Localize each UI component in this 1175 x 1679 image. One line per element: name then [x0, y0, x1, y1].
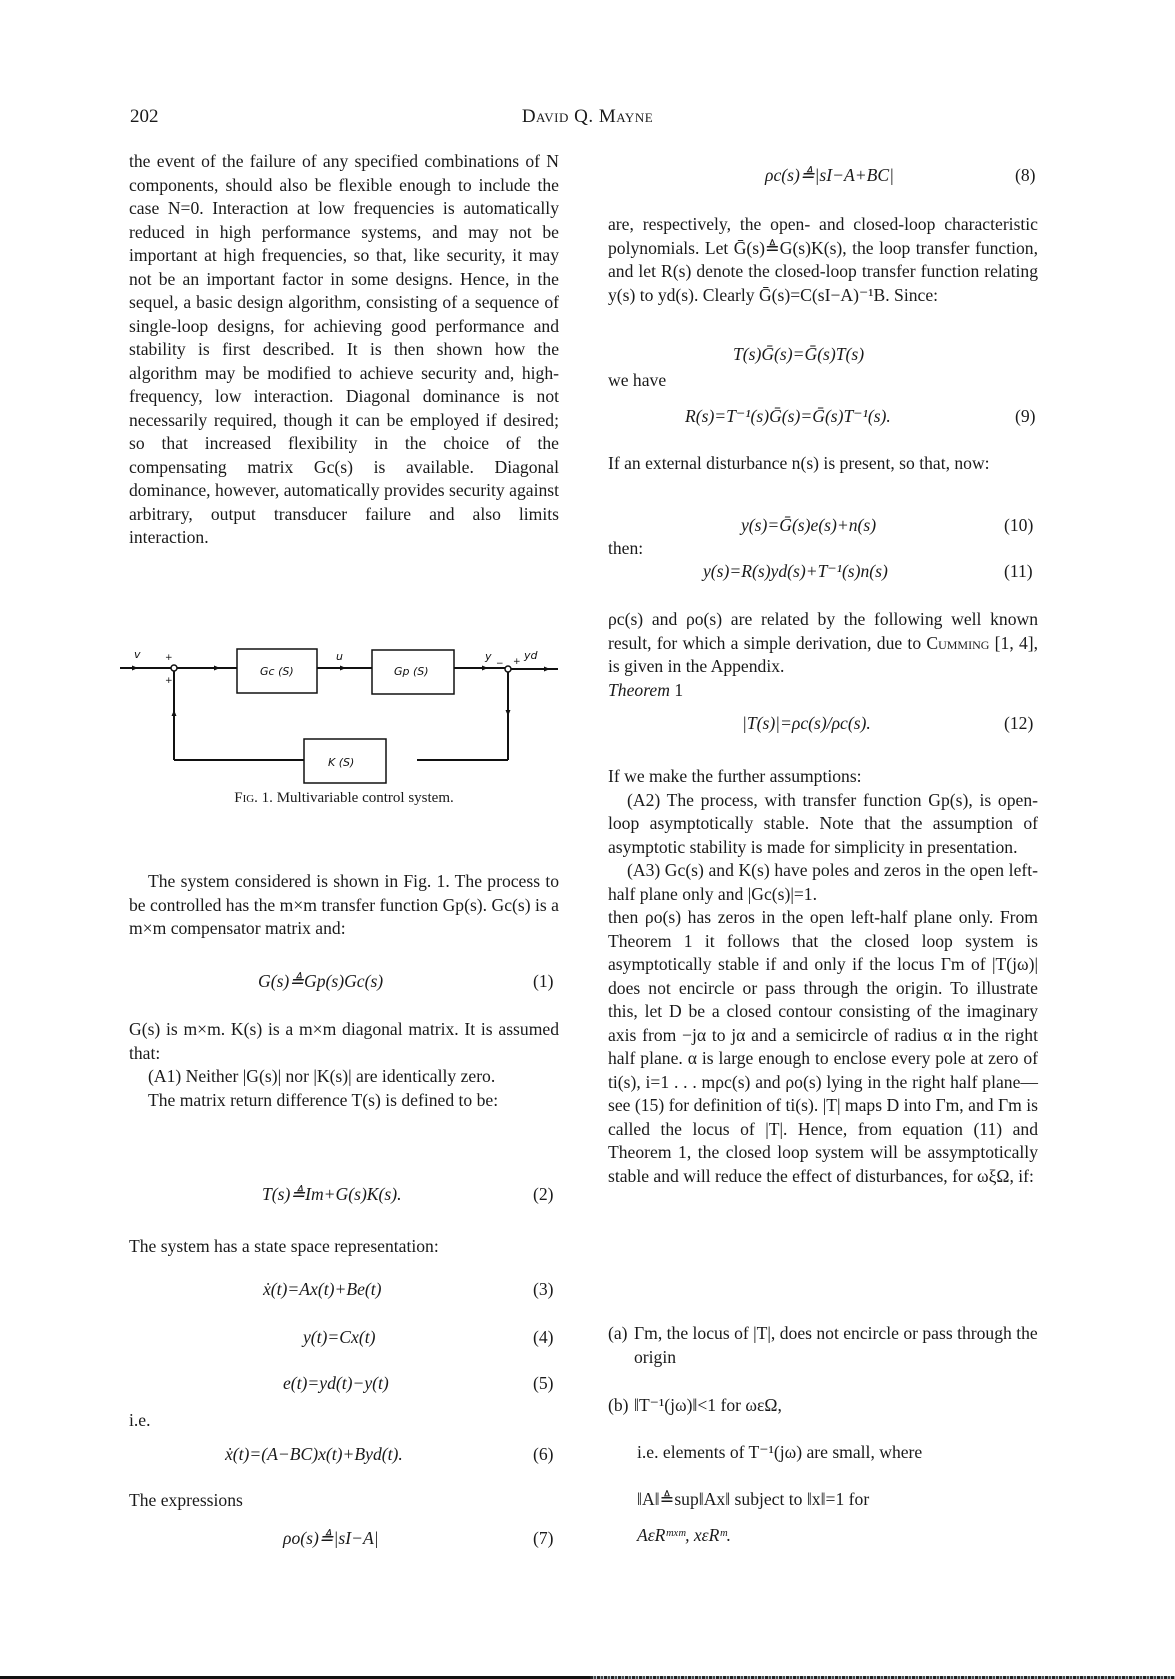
- equation-10: y(s)=Ḡ(s)e(s)+n(s): [741, 515, 877, 535]
- arrow-to-gc: [214, 666, 220, 671]
- paragraph: The system considered is shown in Fig. 1. The process to be controlled has the m×m transfer function Gp(s). Gc(s) is a m×m compensator matrix and:: [129, 871, 559, 938]
- label-v: v: [134, 648, 141, 661]
- left-paragraph-3: [129, 1018, 559, 1112]
- paragraph: G(s) is m×m. K(s) is a m×m diagonal matrix. It is assumed that:: [129, 1019, 559, 1063]
- equation-number: (9): [1015, 406, 1036, 426]
- label-yd: yd: [524, 649, 538, 662]
- equation-number: (3): [533, 1279, 554, 1299]
- equation-11: y(s)=R(s)yd(s)+T⁻¹(s)n(s): [703, 561, 888, 581]
- arrow-feedback-left: [172, 710, 177, 716]
- equation-number: (4): [533, 1327, 554, 1347]
- equation-4: y(t)=Cx(t): [303, 1327, 376, 1347]
- paragraph: the event of the failure of any specified combinations of N components, should also be flexible enough to include the case N=0. Interaction at low frequencies is automatically reduced in high performance systems, and may not be important at high frequencies, so that, like security, it may not be an important factor in some designs. Hence, in the sequel, a basic design algorithm, consisting of a sequence of single-loop designs, for achieving good performance and stability is first described. It is then shown how the algorithm may be modified to achieve security and, high-frequency, low interaction. Diagonal dominance is not necessarily required, though it can be employed if desired; so that increased flexibility in the choice of the compensating matrix Gc(s) is available. Diagonal dominance, however, automatically provides security against arbitrary, output transducer failure and also limits interaction.: [129, 151, 559, 547]
- equation-number: (12): [1004, 713, 1034, 733]
- paragraph: If an external disturbance n(s) is present, so that, now:: [608, 453, 990, 473]
- left-paragraph-4: [129, 1235, 559, 1259]
- arrow-output: [544, 667, 550, 672]
- right-paragraph-1: [608, 213, 1038, 307]
- right-paragraph-4: [608, 765, 1038, 1188]
- label-plus-bottom: +: [165, 676, 173, 686]
- assumption-a1: (A1) Neither |G(s)| nor |K(s)| are identically zero.: [148, 1066, 496, 1086]
- expressions-label: The expressions: [129, 1490, 243, 1510]
- left-paragraph-2: [129, 870, 559, 941]
- equation-number: (6): [533, 1444, 554, 1464]
- running-title: David Q. Mayne: [521, 106, 654, 127]
- condition-a-label: (a): [608, 1323, 628, 1343]
- condition-b-note: i.e. elements of T⁻¹(jω) are small, where: [637, 1442, 923, 1462]
- arrow-y: [482, 666, 488, 671]
- page-number: 202: [130, 106, 159, 127]
- right-paragraph-3: [608, 608, 1038, 702]
- label-k: K (S): [328, 756, 355, 769]
- equation-1: G(s)≜Gp(s)Gc(s): [258, 971, 384, 991]
- paragraph: The matrix return difference T(s) is defined to be:: [148, 1089, 499, 1110]
- assumption-a3: (A3) Gc(s) and K(s) have poles and zeros in the open left-half plane only and |Gc(s)|=1.: [608, 860, 1038, 904]
- equation-2: T(s)≜Im+G(s)K(s).: [262, 1184, 402, 1204]
- text: [1, 4], is given in the Appendix.: [608, 632, 1039, 676]
- figure-caption-text: Multivariable control system.: [276, 790, 454, 806]
- condition-a-text: Γm, the locus of |T|, does not encircle or pass through the origin: [634, 1323, 1038, 1367]
- equation-12: |T(s)|=ρc(s)/ρc(s).: [742, 713, 871, 733]
- equation-since: T(s)Ḡ(s)=Ḡ(s)T(s): [733, 344, 865, 364]
- summing-junction-right: [505, 666, 511, 672]
- we-have-label: we have: [608, 370, 667, 390]
- condition-b: [608, 1394, 1038, 1418]
- condition-b-text: ‖T⁻¹(jω)‖<1 for ωεΩ,: [634, 1395, 782, 1415]
- condition-b-label: (b): [608, 1395, 629, 1415]
- left-paragraph-1: [129, 150, 559, 550]
- equation-number: (7): [533, 1528, 554, 1548]
- equation-7: ρo(s)≜|sI−A|: [283, 1528, 379, 1548]
- norm-definition: ‖A‖≜sup‖Ax‖ subject to ‖x‖=1 for: [637, 1489, 870, 1509]
- arrow-input: [132, 666, 138, 671]
- summing-junction-left: [171, 665, 177, 671]
- equation-6: ẋ(t)=(A−BC)x(t)+Byd(t).: [225, 1444, 403, 1464]
- equation-8: ρc(s)≜|sI−A+BC|: [765, 165, 894, 185]
- equation-5: e(t)=yd(t)−y(t): [283, 1373, 389, 1393]
- equation-number: (2): [533, 1184, 554, 1204]
- equation-number: (8): [1015, 165, 1036, 185]
- arrow-feedback-right: [506, 710, 511, 716]
- paragraph: are, respectively, the open- and closed-loop characteristic polynomials. Let Ḡ(s)≜G(s)K(s), the loop transfer function, and let R(s) denote the closed-loop transfer function relating y(s) to yd(s). Clearly Ḡ(s)=C(sI−A)⁻¹B. Since:: [608, 214, 1038, 305]
- label-plus-top: +: [165, 653, 173, 663]
- paragraph: The system has a state space representation:: [129, 1236, 439, 1256]
- figure-label: Fig. 1.: [234, 790, 273, 806]
- paragraph: If we make the further assumptions:: [608, 766, 862, 786]
- theorem-heading: [608, 679, 1038, 703]
- equation-number: (11): [1004, 561, 1033, 581]
- arrow-u: [340, 666, 346, 671]
- label-minus: −: [496, 659, 504, 669]
- equation-number: (1): [533, 971, 554, 991]
- paragraph: then ρo(s) has zeros in the open left-half plane only. From Theorem 1 it follows that the closed loop system is asymptotically stable if and only if the locus Γm of |T(jω)| does not encircle or pass through the origin. To illustrate this, let D be a closed contour consisting of the imaginary axis from −jα to jα and a semicircle of radius α in the right half plane. α is large enough to enclose every pole at zero of ti(s), i=1 . . . mρc(s) and ρo(s) lying in the right half plane—see (15) for definition of ti(s). |T| maps D into Γm, and Γm is called the locus of |T|. Hence, from equation (11) and Theorem 1, the closed loop system will be assymptotically stable and will reduce the effect of disturbances, for ωξΩ, if:: [608, 907, 1038, 1186]
- label-gp: Gp (S): [394, 665, 429, 678]
- label-gc: Gc (S): [260, 665, 294, 678]
- assumption-a2: (A2) The process, with transfer function Gp(s), is open-loop asymptotically stable. Note that the assumption of asymptotic stability is made for simplicity in presentation.: [608, 789, 1038, 857]
- label-u: u: [336, 650, 343, 663]
- label-y: y: [485, 650, 492, 663]
- ie-label: i.e.: [129, 1410, 151, 1430]
- block-diagram: [110, 640, 570, 785]
- theorem-label: Theorem: [608, 679, 670, 700]
- right-paragraph-2: [608, 452, 1038, 476]
- text: ρc(s) and ρo(s) are related by the following well known result, for which a simple derivation, due to: [608, 609, 1038, 653]
- equation-number: (5): [533, 1373, 554, 1393]
- author-citation: Cumming: [926, 632, 990, 653]
- label-plus-right: +: [513, 657, 521, 667]
- then-label: then:: [608, 538, 644, 558]
- condition-a: [608, 1322, 1038, 1369]
- paragraph: [608, 608, 1038, 679]
- norm-domain: AεRᵐˣᵐ, xεRᵐ.: [637, 1525, 732, 1545]
- equation-3: ẋ(t)=Ax(t)+Be(t): [263, 1279, 382, 1299]
- equation-9: R(s)=T⁻¹(s)Ḡ(s)=Ḡ(s)T⁻¹(s).: [685, 406, 891, 426]
- equation-number: (10): [1004, 515, 1034, 535]
- figure-caption: [129, 790, 559, 807]
- theorem-number: 1: [674, 679, 684, 700]
